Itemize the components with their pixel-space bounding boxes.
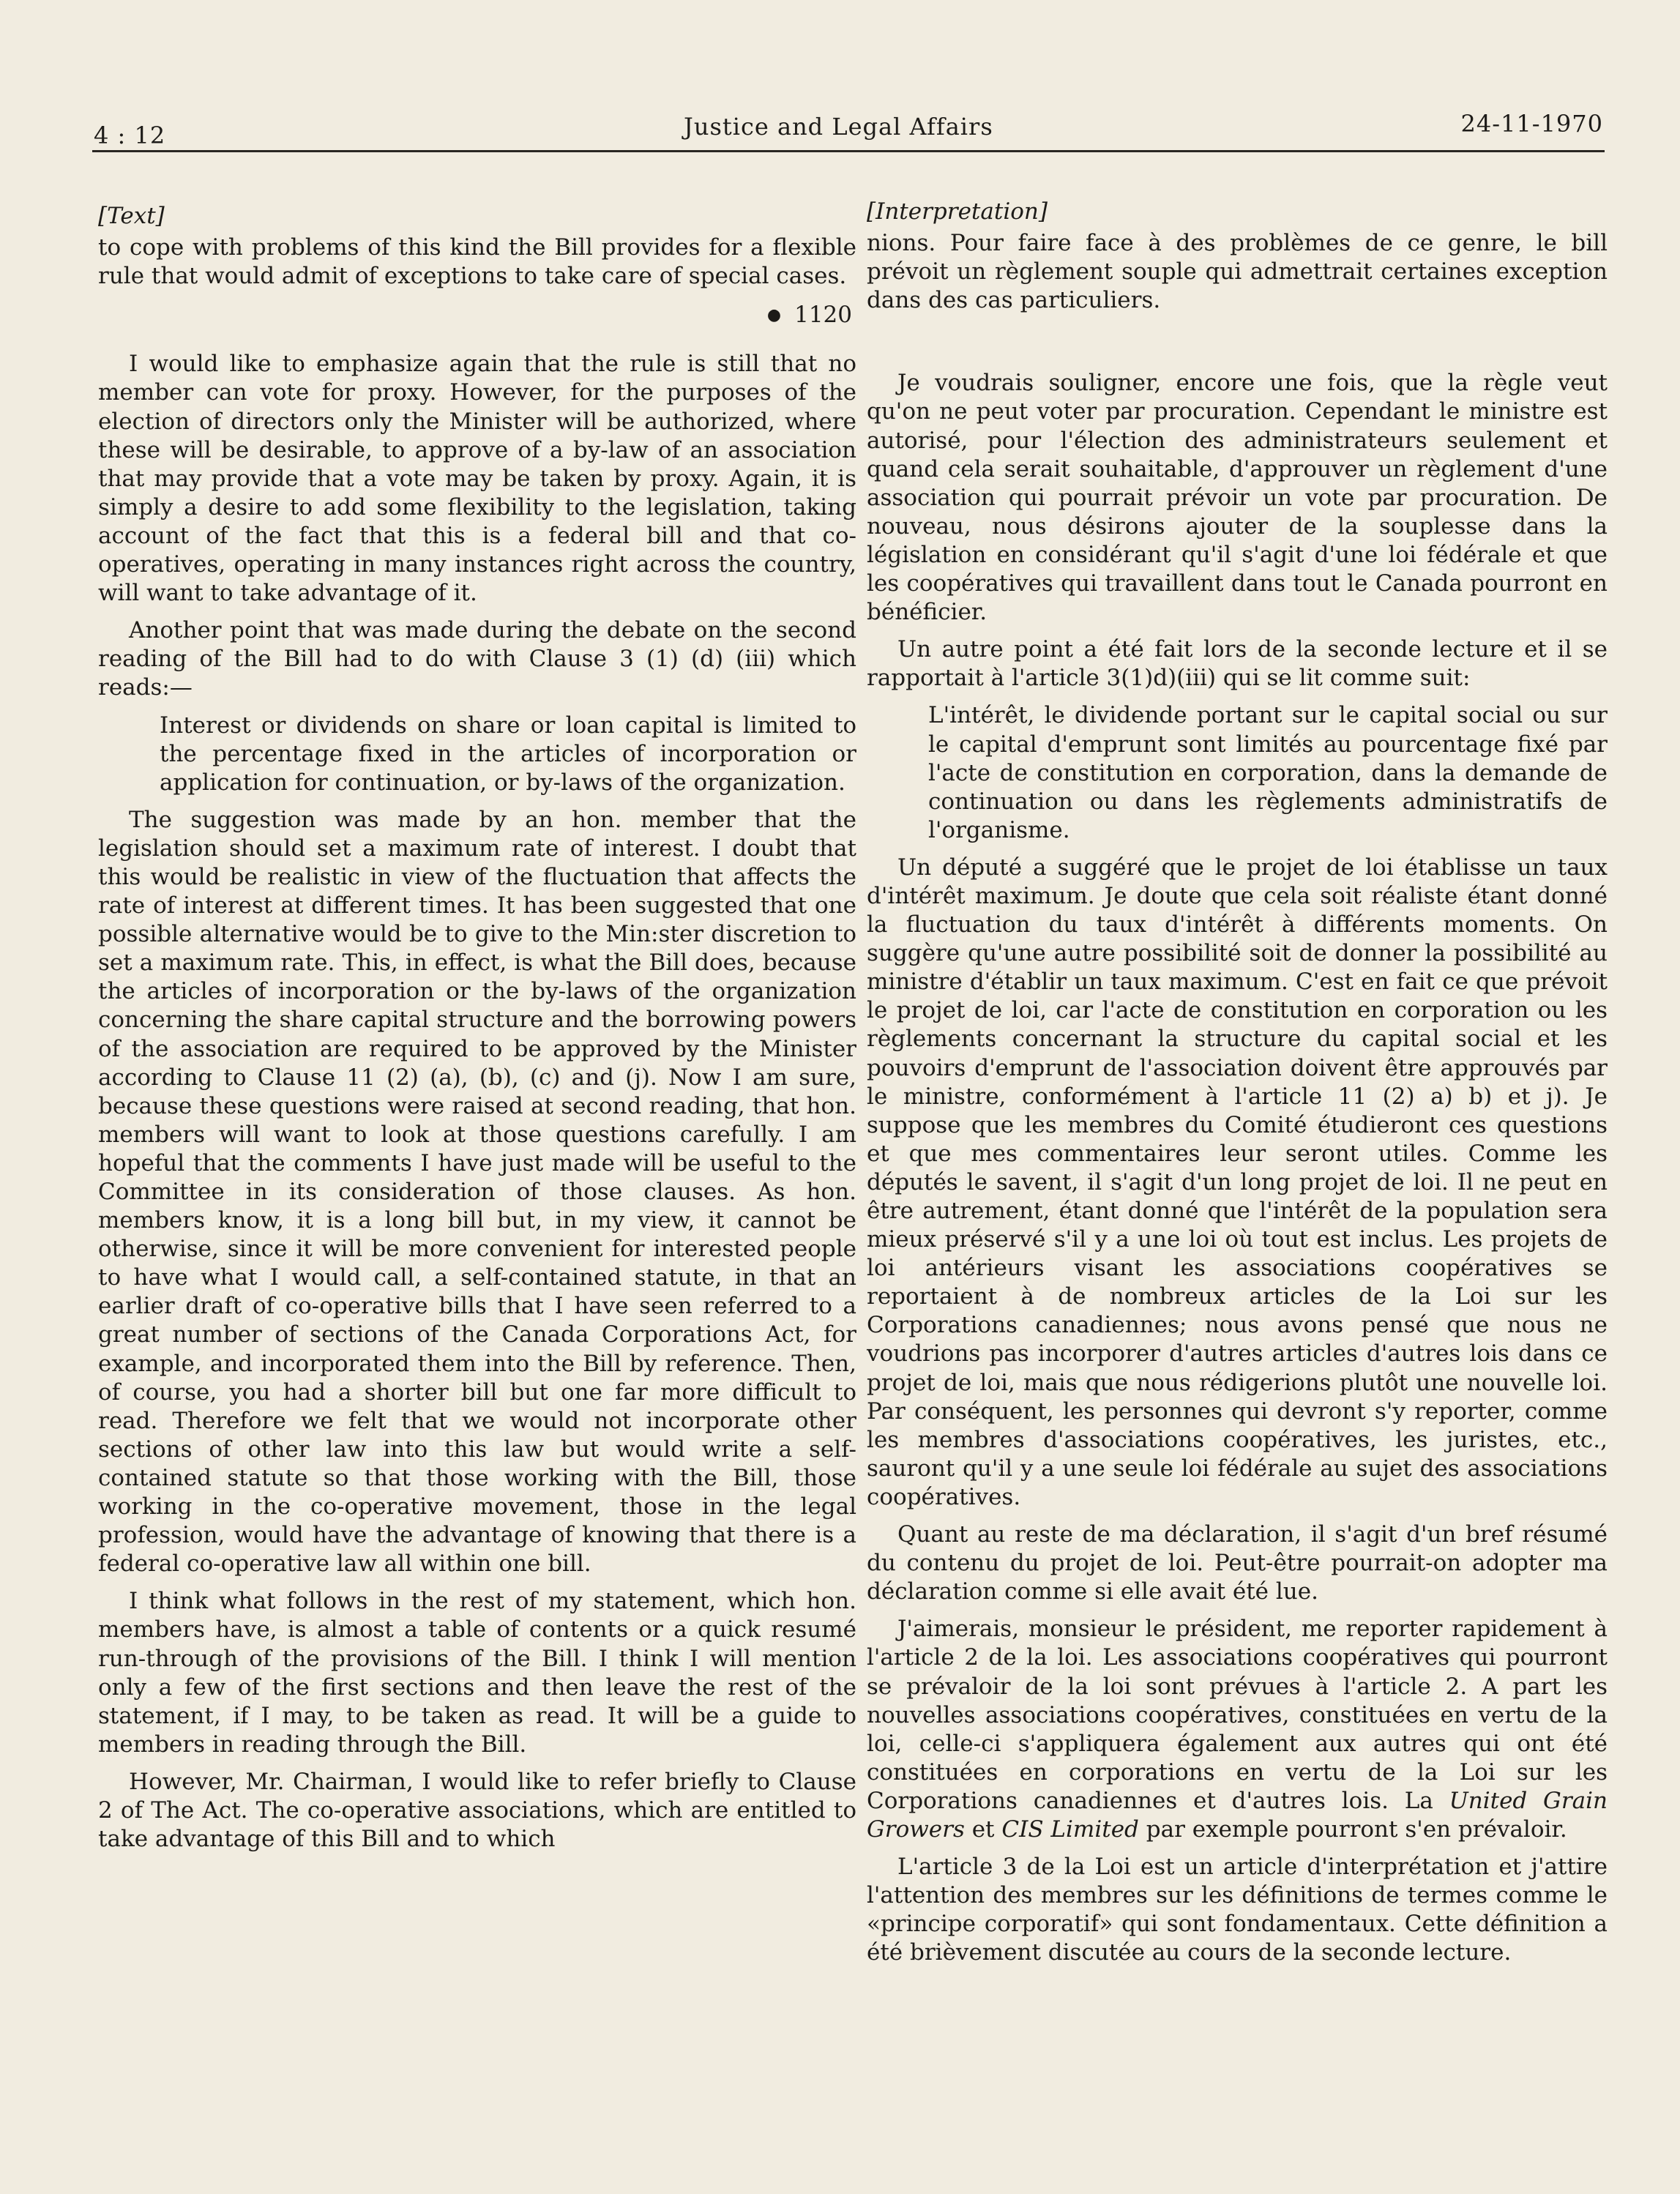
spacer (867, 324, 1608, 369)
company-name: United Grain Growers (867, 1787, 1608, 1843)
paragraph: Je voudrais souligner, encore une fois, que la règle veut qu'on ne peut voter par procuration. Cependant le ministre est autorisé, pour l'élection des administrateurs seulement et quand cela serait souhaitable, d'approuver un règlement d'une association qui pourrait prévoir un vote par procuration. De nouveau, nous désirons ajouter de la souplesse dans la législation en considérant qu'il s'agit d'une loi fédérale et que les coopératives qui travaillent dans tout le Canada pourront en bénéficier. (867, 370, 1608, 626)
text-tag: [Text] (98, 203, 165, 229)
paragraph: L'article 3 de la Loi est un article d'interprétation et j'attire l'attention des membres sur les définitions de termes comme le «principe corporatif» qui sont fondamentaux. Cette définition a été brièvement discutée au cours de la seconde lecture. (867, 1854, 1608, 1966)
paragraph: The suggestion was made by an hon. member that the legislation should set a maximum rate of interest. I doubt that this would be realistic in view of the fluctuation that affects the rate of interest at different times. It has been suggested that one possible alternative would be to give to the Min:ster discretion to set a maximum rate. This, in effect, is what the Bill does, because the articles of incorporation or the by-laws of the organization concerning the share capital structure and the borrowing powers of the association are required to be approved by the Minister according to Clause 11 (2) (a), (b), (c) and (j). Now I am sure, because these questions were raised at second reading, that hon. members will want to look at those questions carefully. I am hopeful that the comments I have just made will be useful to the Committee in its consideration of those clauses. As hon. members know, it is a long bill but, in my view, it cannot be otherwise, since it will be more convenient for interested people to have what I would call, a self-contained statute, in that an earlier draft of co-operative bills that I have seen referred to a great number of sections of the Canada Corporations Act, for example, and incorporated them into the Bill by reference. Then, of course, you had a shorter bill but one far more difficult to read. Therefore we felt that we would not incorporate other sections of other law into this law but would write a self-contained statute so that those working with the Bill, those working in the co-operative movement, those in the legal profession, would have the advantage of knowing that there is a federal co-operative law all within one bill. (98, 806, 856, 1578)
paragraph (867, 1615, 1608, 1844)
header-date: 24-11-1970 (1460, 110, 1603, 138)
header-title: Justice and Legal Affairs (684, 113, 993, 141)
block-quote: L'intérêt, le dividende portant sur le capital social ou sur le capital d'emprunt sont limités au pourcentage fixé par l'acte de constitution en corporation, dans la demande de continuation ou dans les règlements administratifs de l'organisme. (928, 702, 1608, 843)
text-run: et (964, 1816, 1002, 1843)
paragraph: Another point that was made during the debate on the second reading of the Bill had to do with Clause 3 (1) (d) (iii) which reads:— (98, 617, 856, 701)
paragraph: I think what follows in the rest of my statement, which hon. members have, is almost a table of contents or a quick resumé run-through of the provisions of the Bill. I think I will mention only a few of the first sections and then leave the rest of the statement, if I may, to be taken as read. It will be a guide to members in reading through the Bill. (98, 1588, 856, 1758)
paragraph: However, Mr. Chairman, I would like to refer briefly to Clause 2 of The Act. The co-operative associations, which are entitled to take advantage of this Bill and to which (98, 1768, 856, 1853)
time-stamp (98, 301, 856, 329)
time-stamp-value: 1120 (794, 302, 852, 329)
french-column (867, 198, 1608, 1976)
interpretation-tag: [Interpretation] (867, 198, 1048, 225)
paragraph: Quant au reste de ma déclaration, il s'agit d'un bref résumé du contenu du projet de loi. Peut-être pourrait-on adopter ma déclaration comme si elle avait été lue. (867, 1521, 1608, 1605)
paragraph: I would like to emphasize again that the rule is still that no member can vote for proxy. However, for the purposes of the election of directors only the Minister will be authorized, where these will be desirable, to approve of a by-law of an association that may provide that a vote may be taken by proxy. Again, it is simply a desire to add some flexibility to the legislation, taking account of the fact that this is a federal bill and that co-operatives, operating in many instances right across the country, will want to take advantage of it. (98, 351, 856, 607)
paragraph: Un député a suggéré que le projet de loi établisse un taux d'intérêt maximum. Je doute que cela soit réaliste étant donné la fluctuation du taux d'intérêt à différents moments. On suggère qu'une autre possibilité soit de donner la possibilité au ministre d'établir un taux maximum. C'est en fait ce que prévoit le projet de loi, car l'acte de constitution en corporation ou les règlements concernant la structure du capital social et les pouvoirs d'emprunt de l'association doivent être approuvés par le ministre, conformément à l'article 11 (2) a) b) et j). Je suppose que les membres du Comité étudieront ces questions et que mes commentaires leur seront utiles. Comme les députés le savent, il s'agit d'un long projet de loi. Il ne peut en être autrement, étant donné que l'intérêt de la population sera mieux préservé s'il y a une loi où tout est inclus. Les projets de loi antérieurs visant les associations coopératives se reportaient à de nombreux articles de la Loi sur les Corporations canadiennes; nous avons pensé que nous ne voudrions pas incorporer d'autres articles d'autres lois dans ce projet de loi, mais que nous rédigerions plutôt une nouvelle loi. Par conséquent, les personnes qui devront s'y reporter, comme les membres d'associations coopératives, les juristes, etc., sauront qu'il y a une seule loi fédérale au sujet des associations coopératives. (867, 854, 1608, 1510)
text-run: J'aimerais, monsieur le président, me reporter rapidement à l'article 2 de la loi. Les associations coopératives qui pourront se prévaloir de la loi sont prévues à l'article 2. A part les nouvelles associations coopératives, constituées en vertu de la loi, celle-ci s'appliquera également aux autres qui ont été constituées en corporations en vertu de la Loi sur les Corporations canadiennes et d'autres lois. La (867, 1616, 1608, 1814)
block-quote: Interest or dividends on share or loan capital is limited to the percentage fixed in the articles of incorporation or application for continuation, or by-laws of the organization. (160, 712, 856, 796)
paragraph: to cope with problems of this kind the Bill provides for a flexible rule that would admit of exceptions to take care of special cases. (98, 234, 856, 290)
text-run: par exemple pourront s'en prévaloir. (1138, 1816, 1567, 1843)
company-name: CIS Limited (1001, 1816, 1139, 1843)
bullet-icon: ● (766, 306, 782, 325)
header-rule (92, 150, 1605, 152)
running-header (94, 110, 1603, 151)
paragraph: nions. Pour faire face à des problèmes de ce genre, le bill prévoit un règlement souple qui admettrait certaines exception dans des cas particuliers. (867, 230, 1608, 314)
paragraph: Un autre point a été fait lors de la seconde lecture et il se rapportait à l'article 3(1)d)(iii) qui se lit comme suit: (867, 636, 1608, 692)
english-column (98, 202, 856, 1862)
page-number: 4 : 12 (94, 122, 166, 149)
